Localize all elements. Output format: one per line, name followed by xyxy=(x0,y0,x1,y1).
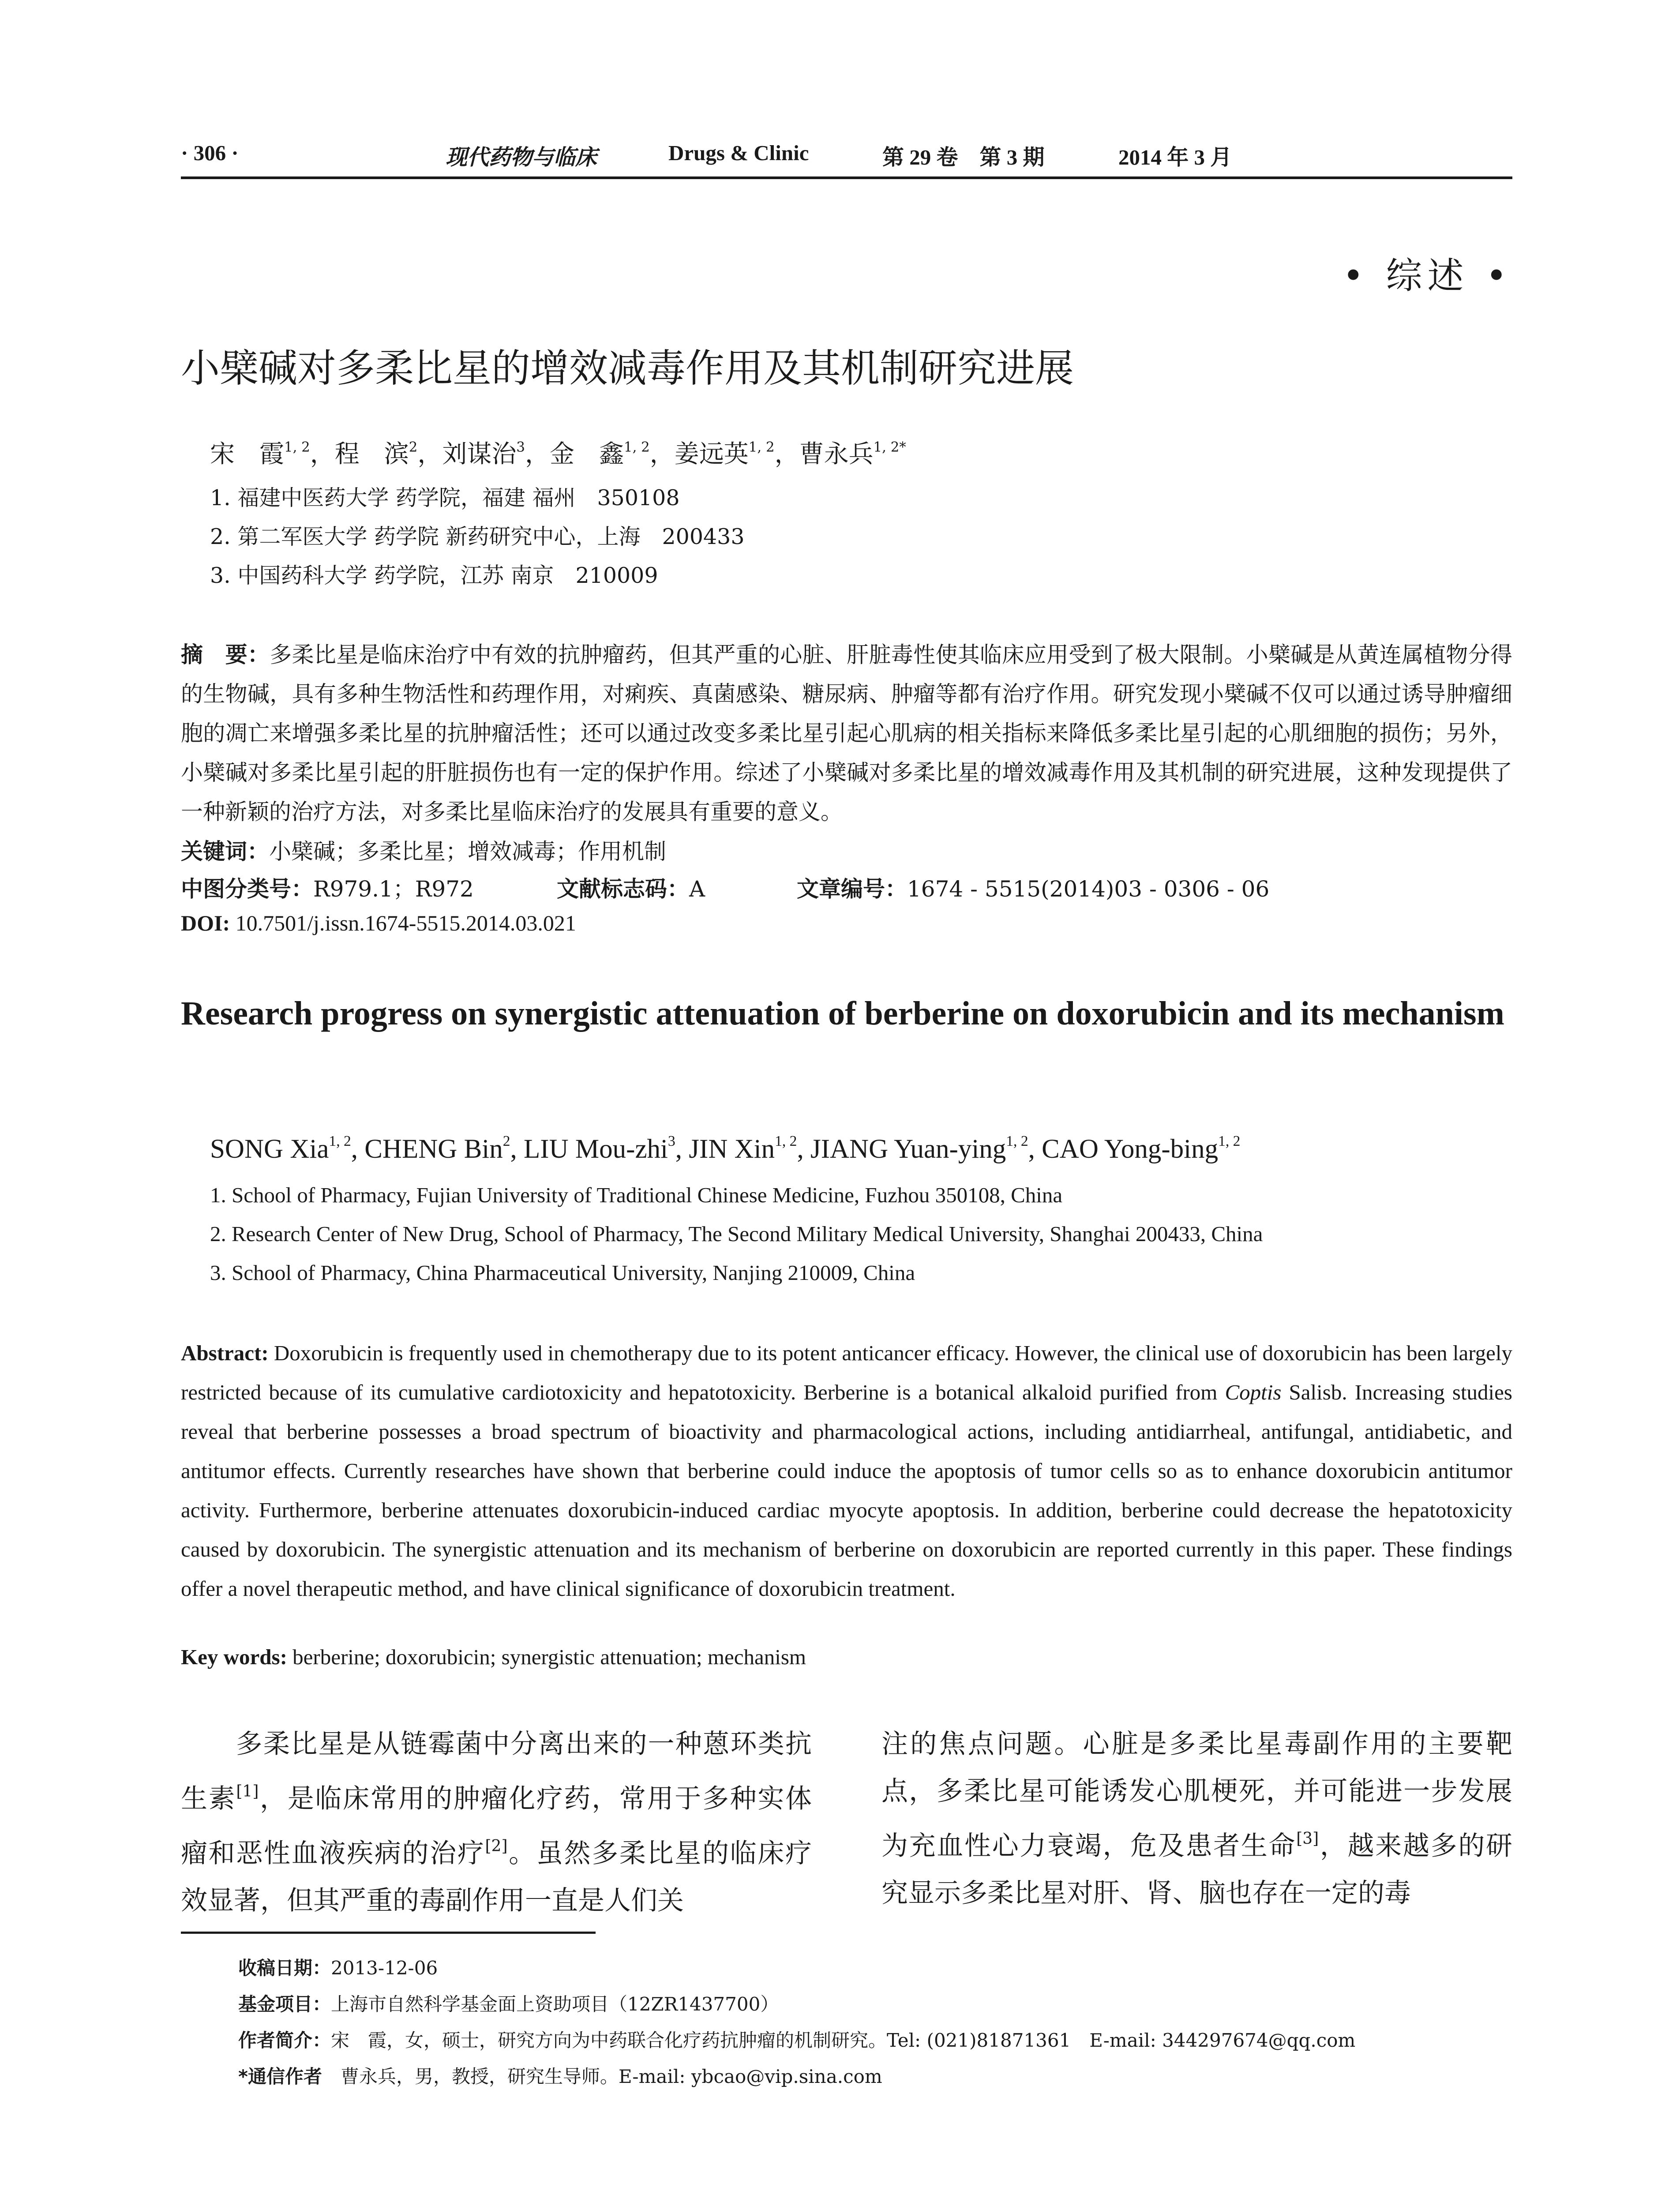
en-author-separator: , xyxy=(1028,1134,1042,1164)
body-column-right: 注的焦点问题。心脏是多柔比星毒副作用的主要靶点，多柔比星可能诱发心肌梗死，并可能进一步发展为充血性心力衰竭，危及患者生命[3]，越来越多的研究显示多柔比星对肝、肾、脑也存在一定的毒 xyxy=(881,1729,1513,1909)
cn-author-name: 程 滨 xyxy=(334,440,409,469)
journal-name-en: Drugs & Clinic xyxy=(668,141,809,165)
doi: DOI: 10.7501/j.issn.1674-5515.2014.03.021 xyxy=(181,911,576,935)
cn-author-affiliation-mark: 1, 2* xyxy=(873,439,906,455)
cn-author-affiliation-mark: 1, 2 xyxy=(284,439,310,455)
coptis-italic: Coptis xyxy=(1225,1380,1282,1404)
title-cn: 小檗碱对多柔比星的增效减毒作用及其机制研究进展 xyxy=(181,345,1074,391)
footnote-rule xyxy=(181,1932,596,1934)
clc-number: 中图分类号：R979.1；R972 xyxy=(181,876,474,902)
cn-author-affiliation-mark: 3 xyxy=(516,439,525,455)
authors-en xyxy=(210,1133,1240,1165)
en-author-affiliation-mark: 1, 2 xyxy=(1218,1133,1241,1149)
keywords-cn-label: 关键词： xyxy=(181,839,269,864)
en-author-name: JIN Xin xyxy=(689,1134,775,1164)
en-author-separator: , xyxy=(351,1134,365,1164)
keywords-en-label: Key words: xyxy=(181,1645,287,1669)
cn-author-name: 姜远英 xyxy=(674,440,749,469)
footnote-author-bio: 作者简介：宋 霞，女，硕士，研究方向为中药联合化疗药抗肿瘤的机制研究。Tel: (021)81871361 E-mail: 344297674@qq.com xyxy=(238,2030,1356,2051)
en-author-affiliation-mark: 2 xyxy=(502,1133,510,1149)
affiliation-en-2: 2. Research Center of New Drug, School of Pharmacy, The Second Military Medical University, Shanghai 200433, China xyxy=(210,1222,1263,1246)
en-author-affiliation-mark: 1, 2 xyxy=(329,1133,351,1149)
en-author-affiliation-mark: 1, 2 xyxy=(1006,1133,1028,1149)
en-author-name: CHENG Bin xyxy=(364,1134,503,1164)
cn-author-name: 金 鑫 xyxy=(550,440,624,469)
journal-issue: 第 29 卷 第 3 期 xyxy=(882,145,1045,169)
en-author-affiliation-mark: 1, 2 xyxy=(775,1133,797,1149)
cn-author-separator: ， xyxy=(649,440,675,469)
cn-author-separator: ， xyxy=(525,440,550,469)
article-number: 文章编号：1674 - 5515(2014)03 - 0306 - 06 xyxy=(797,876,1270,902)
en-author-name: LIU Mou-zhi xyxy=(524,1134,668,1164)
header-rule xyxy=(181,176,1512,179)
en-author-name: SONG Xia xyxy=(210,1134,329,1164)
en-author-affiliation-mark: 3 xyxy=(668,1133,675,1149)
affiliation-en-3: 3. School of Pharmacy, China Pharmaceutical University, Nanjing 210009, China xyxy=(210,1261,915,1285)
abstract-cn-label: 摘 要： xyxy=(181,642,270,668)
cn-author-separator: ， xyxy=(417,440,442,469)
keywords-cn xyxy=(181,832,1512,871)
cn-author-name: 宋 霞 xyxy=(210,440,284,469)
affiliation-cn-1: 1. 福建中医药大学 药学院，福建 福州 350108 xyxy=(210,485,680,510)
body-column-left: 多柔比星是从链霉菌中分离出来的一种蒽环类抗生素[1]，是临床常用的肿瘤化疗药，常用于多种实体瘤和恶性血液疾病的治疗[2]。虽然多柔比星的临床疗效显著，但其严重的毒副作用一直是人们关 xyxy=(181,1729,812,1917)
en-author-name: CAO Yong-bing xyxy=(1042,1134,1219,1164)
page-number: · 306 · xyxy=(181,141,239,165)
footnote-fund: 基金项目：上海市自然科学基金面上资助项目（12ZR1437700） xyxy=(238,1993,779,2015)
authors-cn xyxy=(210,435,906,470)
cn-author-affiliation-mark: 1, 2 xyxy=(748,439,775,455)
en-author-name: JIANG Yuan-ying xyxy=(810,1134,1006,1164)
en-author-separator: , xyxy=(797,1134,810,1164)
keywords-cn-text: 小檗碱；多柔比星；增效减毒；作用机制 xyxy=(269,839,666,864)
title-en: Research progress on synergistic attenuation of berberine on doxorubicin and its mechanism xyxy=(181,995,1504,1032)
cn-author-separator: ， xyxy=(774,440,799,469)
abstract-cn-text: 多柔比星是临床治疗中有效的抗肿瘤药，但其严重的心脏、肝脏毒性使其临床应用受到了极大限制。小檗碱是从黄连属植物分得的生物碱，具有多种生物活性和药理作用，对痢疾、真菌感染、糖尿病、肿瘤等都有治疗作用。研究发现小檗碱不仅可以通过诱导肿瘤细胞的凋亡来增强多柔比星的抗肿瘤活性；还可以通过改变多柔比星引起心肌病的相关指标来降低多柔比星引起的心肌细胞的损伤；另外，小檗碱对多柔比星引起的肝脏损伤也有一定的保护作用。综述了小檗碱对多柔比星的增效减毒作用及其机制的研究进展，这种发现提供了一种新颖的治疗方法，对多柔比星临床治疗的发展具有重要的意义。 xyxy=(181,642,1513,825)
cn-author-name: 曹永兵 xyxy=(799,440,874,469)
cn-author-affiliation-mark: 1, 2 xyxy=(624,439,650,455)
affiliation-cn-3: 3. 中国药科大学 药学院，江苏 南京 210009 xyxy=(210,563,658,588)
document-code: 文献标志码：A xyxy=(557,876,705,902)
en-author-separator: , xyxy=(510,1134,524,1164)
footnote-received: 收稿日期：2013-12-06 xyxy=(238,1957,438,1979)
abstract-en: Abstract: Doxorubicin is frequently used in chemotherapy due to its potent anticancer efficacy. However, the clinical use of doxorubicin has been largely restricted because of its cumulative cardiotoxicity and hepatotoxicity. Berberine is a botanical alkaloid purified from Coptis Salisb. Increasing studies reveal that berberine possesses a broad spectrum of bioactivity and pharmacological actions, including antidiarrheal, antifungal, antidiabetic, and antitumor effects. Currently researches have shown that berberine could induce the apoptosis of tumor cells so as to enhance doxorubicin antitumor activity. Furthermore, berberine attenuates doxorubicin-induced cardiac myocyte apoptosis. In addition, berberine could decrease the hepatotoxicity caused by doxorubicin. The synergistic attenuation and its mechanism of berberine on doxorubicin are reported currently in this paper. These findings offer a novel therapeutic method, and have clinical significance of doxorubicin treatment. xyxy=(181,1341,1512,1601)
cn-author-affiliation-mark: 2 xyxy=(409,439,418,455)
journal-date: 2014 年 3 月 xyxy=(1118,145,1232,169)
keywords-en: Key words: berberine; doxorubicin; synergistic attenuation; mechanism xyxy=(181,1645,806,1669)
abstract-en-label: Abstract: xyxy=(181,1341,269,1365)
citation-1: [1] xyxy=(236,1782,259,1801)
journal-name-cn: 现代药物与临床 xyxy=(446,145,597,170)
abstract-cn xyxy=(181,635,1512,832)
citation-3: [3] xyxy=(1296,1830,1319,1848)
cn-author-separator: ， xyxy=(310,440,335,469)
section-label: • 综述 • xyxy=(1342,255,1512,297)
affiliation-en-1: 1. School of Pharmacy, Fujian University of Traditional Chinese Medicine, Fuzhou 350108, China xyxy=(210,1183,1063,1207)
footnote-corresponding: *通信作者 曹永兵，男，教授，研究生导师。E-mail: ybcao@vip.sina.com xyxy=(238,2066,882,2087)
citation-2: [2] xyxy=(485,1837,508,1856)
affiliation-cn-2: 2. 第二军医大学 药学院 新药研究中心，上海 200433 xyxy=(210,524,745,549)
en-author-separator: , xyxy=(675,1134,689,1164)
cn-author-name: 刘谋治 xyxy=(442,440,517,469)
